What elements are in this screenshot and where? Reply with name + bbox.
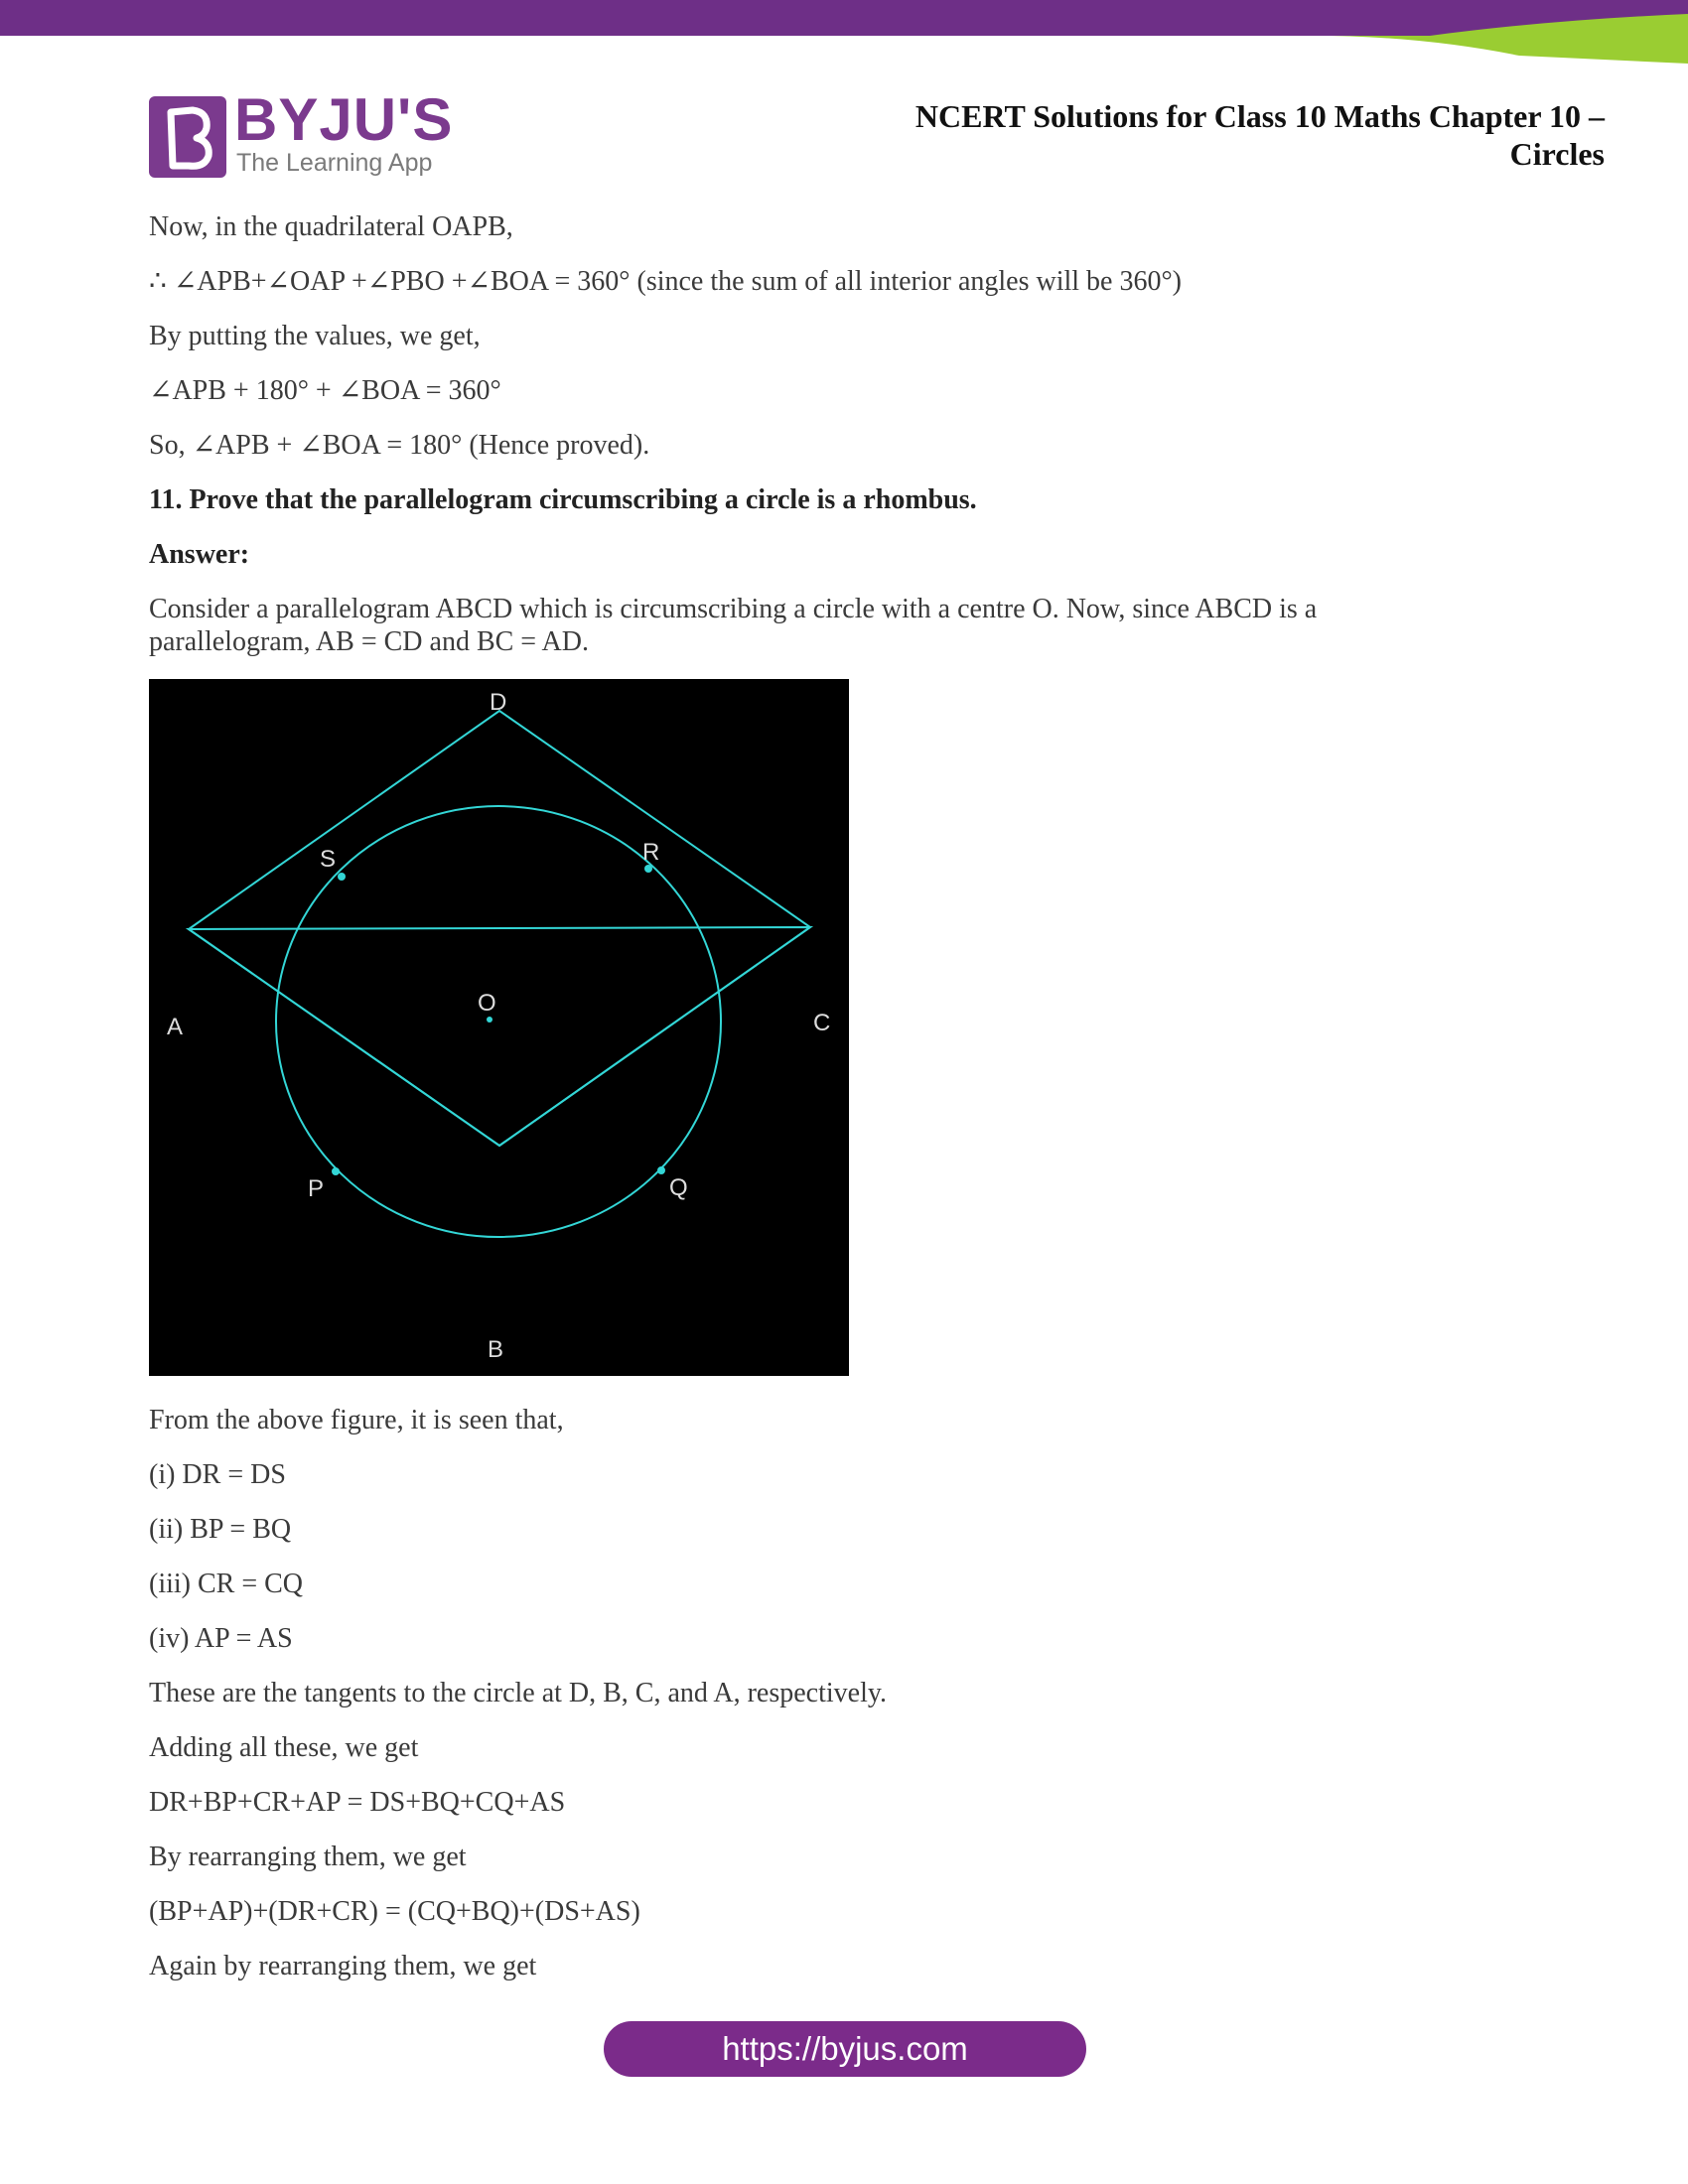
answer-label: Answer:	[149, 539, 250, 570]
equation-line: (BP+AP)+(DR+CR) = (CQ+BQ)+(DS+AS)	[149, 1896, 640, 1927]
paragraph: These are the tangents to the circle at D, B, C, and A, respectively.	[149, 1678, 888, 1708]
point-o	[487, 1017, 492, 1023]
label-b: B	[488, 1336, 504, 1363]
equation-line: DR+BP+CR+AP = DS+BQ+CQ+AS	[149, 1787, 566, 1818]
rhombus-circle-figure	[149, 679, 849, 1376]
paragraph: Again by rearranging them, we get	[149, 1951, 537, 1981]
equation-line: (ii) BP = BQ	[149, 1514, 292, 1545]
logo-b-icon	[149, 96, 226, 178]
equation-line: ∴ ∠APB+∠OAP +∠PBO +∠BOA = 360° (since the sum of all interior angles will be 360°)	[149, 266, 1183, 297]
paragraph: From the above figure, it is seen that,	[149, 1405, 564, 1435]
figure-background	[149, 679, 849, 1376]
label-q: Q	[669, 1174, 688, 1201]
page-title	[751, 97, 1605, 173]
label-r: R	[642, 839, 660, 866]
point-p	[332, 1167, 340, 1175]
label-p: P	[308, 1175, 325, 1202]
equation-line: ∠APB + 180° + ∠BOA = 360°	[149, 375, 501, 406]
top-band-purple	[0, 0, 1688, 36]
byjus-logo	[149, 86, 454, 178]
paragraph-line-2: parallelogram, AB = CD and BC = AD.	[149, 626, 589, 657]
paragraph: By rearranging them, we get	[149, 1842, 467, 1872]
paragraph-line-1: Consider a parallelogram ABCD which is circumscribing a circle with a centre O. Now, since ABCD is a	[149, 594, 1318, 624]
equation-line: (iii) CR = CQ	[149, 1569, 304, 1599]
label-o: O	[478, 990, 496, 1017]
label-a: A	[167, 1014, 184, 1040]
logo-tagline: The Learning App	[236, 149, 433, 177]
point-r	[644, 865, 652, 873]
equation-line: (iv) AP = AS	[149, 1623, 293, 1654]
document-body	[149, 210, 1400, 2004]
page-title-line-1: NCERT Solutions for Class 10 Maths Chapter 10 –	[914, 98, 1605, 134]
equation-line: (i) DR = DS	[149, 1459, 286, 1490]
logo-mark	[149, 96, 226, 178]
page-title-line-2: Circles	[1509, 136, 1605, 172]
point-q	[657, 1166, 665, 1174]
paragraph: So, ∠APB + ∠BOA = 180° (Hence proved).	[149, 430, 650, 461]
label-d: D	[490, 689, 507, 716]
paragraph: By putting the values, we get,	[149, 321, 481, 351]
paragraph: Now, in the quadrilateral OAPB,	[149, 211, 513, 242]
top-color-band	[0, 0, 1688, 64]
footer-url-link[interactable]: https://byjus.com	[604, 2021, 1086, 2077]
paragraph: Adding all these, we get	[149, 1732, 419, 1763]
label-c: C	[813, 1010, 831, 1036]
logo-wordmark: BYJU'S	[234, 86, 454, 153]
paragraph	[149, 593, 1400, 658]
label-s: S	[320, 846, 337, 873]
question-heading: 11. Prove that the parallelogram circumscribing a circle is a rhombus.	[149, 484, 977, 515]
point-s	[338, 873, 346, 881]
